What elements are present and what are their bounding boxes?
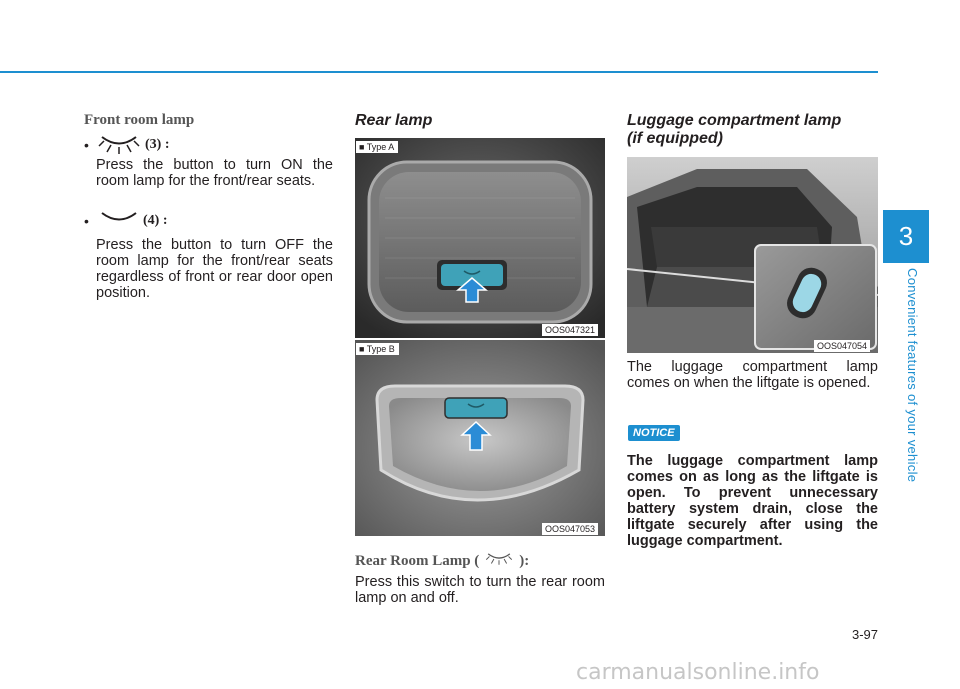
item2-text: Press the button to turn OFF the room lamp for the front/rear seats regardless of front or rear door open position.	[96, 237, 333, 301]
rear-room-lamp-subheading: Rear Room Lamp ( ):	[355, 553, 530, 569]
lamp-ref-3: (3) :	[145, 137, 170, 152]
room-lamp-on-icon	[98, 134, 140, 156]
rear-room-lamp-text: Press this switch to turn the rear room lamp on and off.	[355, 574, 605, 606]
type-b-label: ■ Type B	[356, 343, 399, 355]
page-number: 3-97	[851, 627, 878, 642]
type-a-label: ■ Type A	[356, 141, 398, 153]
bullet: •	[84, 137, 89, 153]
item1-text: Press the button to turn ON the room lamp for the front/rear seats.	[96, 157, 333, 189]
figure-code: OOS047321	[542, 324, 598, 336]
header-rule	[0, 71, 878, 73]
luggage-lamp-text: The luggage compartment lamp comes on when the liftgate is opened.	[627, 359, 878, 391]
notice-text: The luggage compartment lamp comes on as long as the liftgate is open. To prevent unnecessary battery system drain, close the liftgate securely after using the luggage compartment.	[627, 453, 878, 549]
bullet: •	[84, 213, 89, 229]
room-lamp-off-icon	[98, 210, 140, 226]
chapter-tab: 3	[883, 210, 929, 263]
rear-lamp-heading: Rear lamp	[355, 112, 433, 129]
front-room-lamp-heading: Front room lamp	[84, 112, 195, 128]
rear-lamp-type-a-photo	[355, 138, 605, 338]
lamp-ref-4: (4) :	[143, 213, 168, 228]
figure-code: OOS047054	[814, 340, 870, 352]
rear-lamp-type-b-photo	[355, 340, 605, 536]
notice-badge: NOTICE	[628, 425, 680, 441]
chapter-title: Convenient features of your vehicle	[905, 268, 920, 483]
room-lamp-on-icon	[479, 552, 519, 566]
watermark: carmanualsonline.info	[576, 660, 820, 685]
luggage-lamp-heading: Luggage compartment lamp (if equipped)	[627, 112, 842, 147]
luggage-compartment-photo	[627, 157, 878, 353]
figure-code: OOS047053	[542, 523, 598, 535]
